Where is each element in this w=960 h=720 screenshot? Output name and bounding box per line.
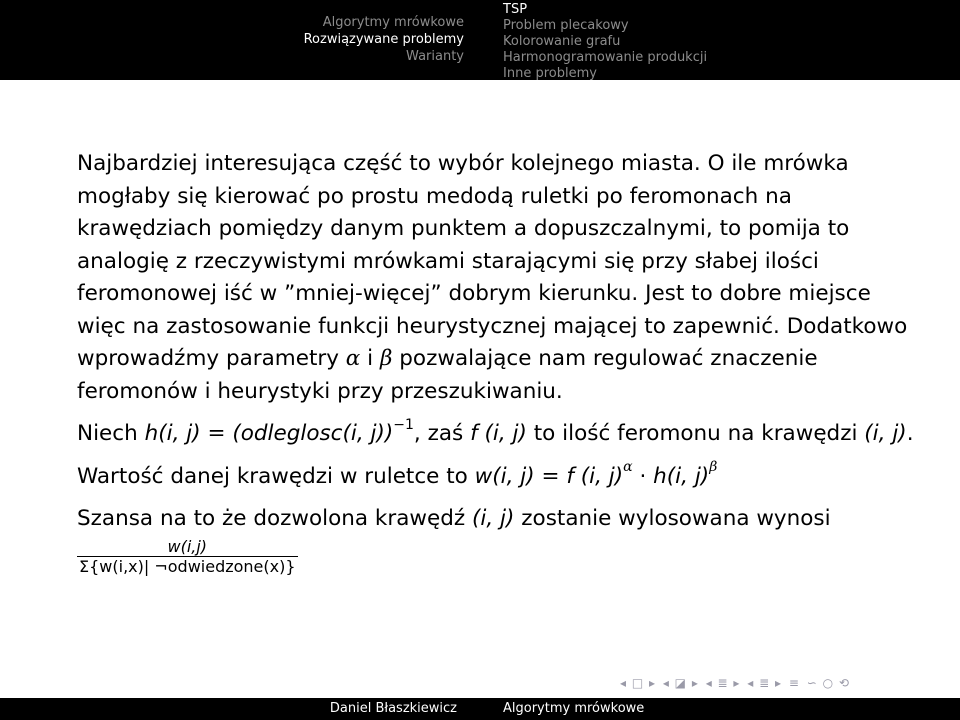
header-bar (0, 0, 960, 80)
alpha-symbol: α (345, 346, 361, 371)
frame-nav-icon[interactable]: ◂ □ ▸ (620, 676, 657, 690)
footer-bar (0, 698, 960, 720)
nav-subsection-plecak[interactable]: Problem plecakowy (503, 18, 629, 33)
appendix-nav-icon[interactable]: ◂ ≣ ▸ (747, 676, 782, 690)
fraction-numerator: w(i,j) (167, 536, 208, 556)
beamer-navigation (620, 676, 960, 694)
beta-symbol: β (380, 346, 393, 371)
subsection-nav-icon[interactable]: ◂ ◪ ▸ (662, 676, 699, 690)
nav-subsection-kolorowanie[interactable]: Kolorowanie grafu (503, 34, 621, 49)
probability-fraction (77, 538, 298, 576)
fraction-denominator: Σ{w(i,x)| ¬odwiedzone(x)} (79, 556, 296, 576)
nav-subsection-harmonogramowanie[interactable]: Harmonogramowanie produkcji (503, 50, 708, 65)
footer-title: Algorytmy mrówkowe (503, 701, 645, 716)
slide-body (77, 148, 917, 576)
footer-author: Daniel Błaszkiewicz (329, 701, 457, 716)
nav-subsection-inne[interactable]: Inne problemy (503, 66, 597, 81)
paragraph-heuristic: Niech h(i, j) = (odleglosc(i, j))$^{-1}$, zaś f (i, j) to ilość feromonu na krawędzi (i, j). (77, 416, 914, 446)
paragraph-intro: Najbardziej interesująca część to wybór kolejnego miasta. O ile mrówka mogłaby się kierować po prostu medodą ruletki po feromonach na krawędziach pomiędzy danym punktem a dopuszczalnymi, to pomija to analogię z rzeczywistymi mrówkami starającymi się przy słabej ilości feromonowej iść w ”mniej-więcej” dobrym kierunku. Jest to dobre miejsce więc na zastosowanie funkcji heurystycznej mającej to zapewnić. Dodatkowo wprowadźmy parametry α i β pozwalające nam regulować znaczenie feromonów i heurystyki przy przeszukiwaniu. (77, 151, 908, 404)
paragraph-roulette: Wartość danej krawędzi w ruletce to w(i, j) = f (i, j)$^\alpha$ · h(i, j)$^\beta$ (77, 459, 718, 489)
search-icon[interactable]: ∽ ○ ⟲ (806, 676, 850, 690)
header-sections (244, 14, 464, 65)
nav-subsection-tsp[interactable]: TSP (503, 2, 528, 17)
section-nav-icon[interactable]: ◂ ≣ ▸ (705, 676, 741, 690)
nav-section-algorytmy[interactable]: Algorytmy mrówkowe (322, 15, 464, 30)
nav-section-rozwiazywane[interactable]: Rozwiązywane problemy (303, 32, 464, 47)
header-subsections (503, 2, 707, 82)
nav-section-warianty[interactable]: Warianty (406, 49, 464, 64)
align-icon[interactable]: ≡ (788, 676, 800, 690)
paragraph-probability: Szansa na to że dozwolona krawędź (i, j) zostanie wylosowana wynosi (77, 506, 831, 531)
